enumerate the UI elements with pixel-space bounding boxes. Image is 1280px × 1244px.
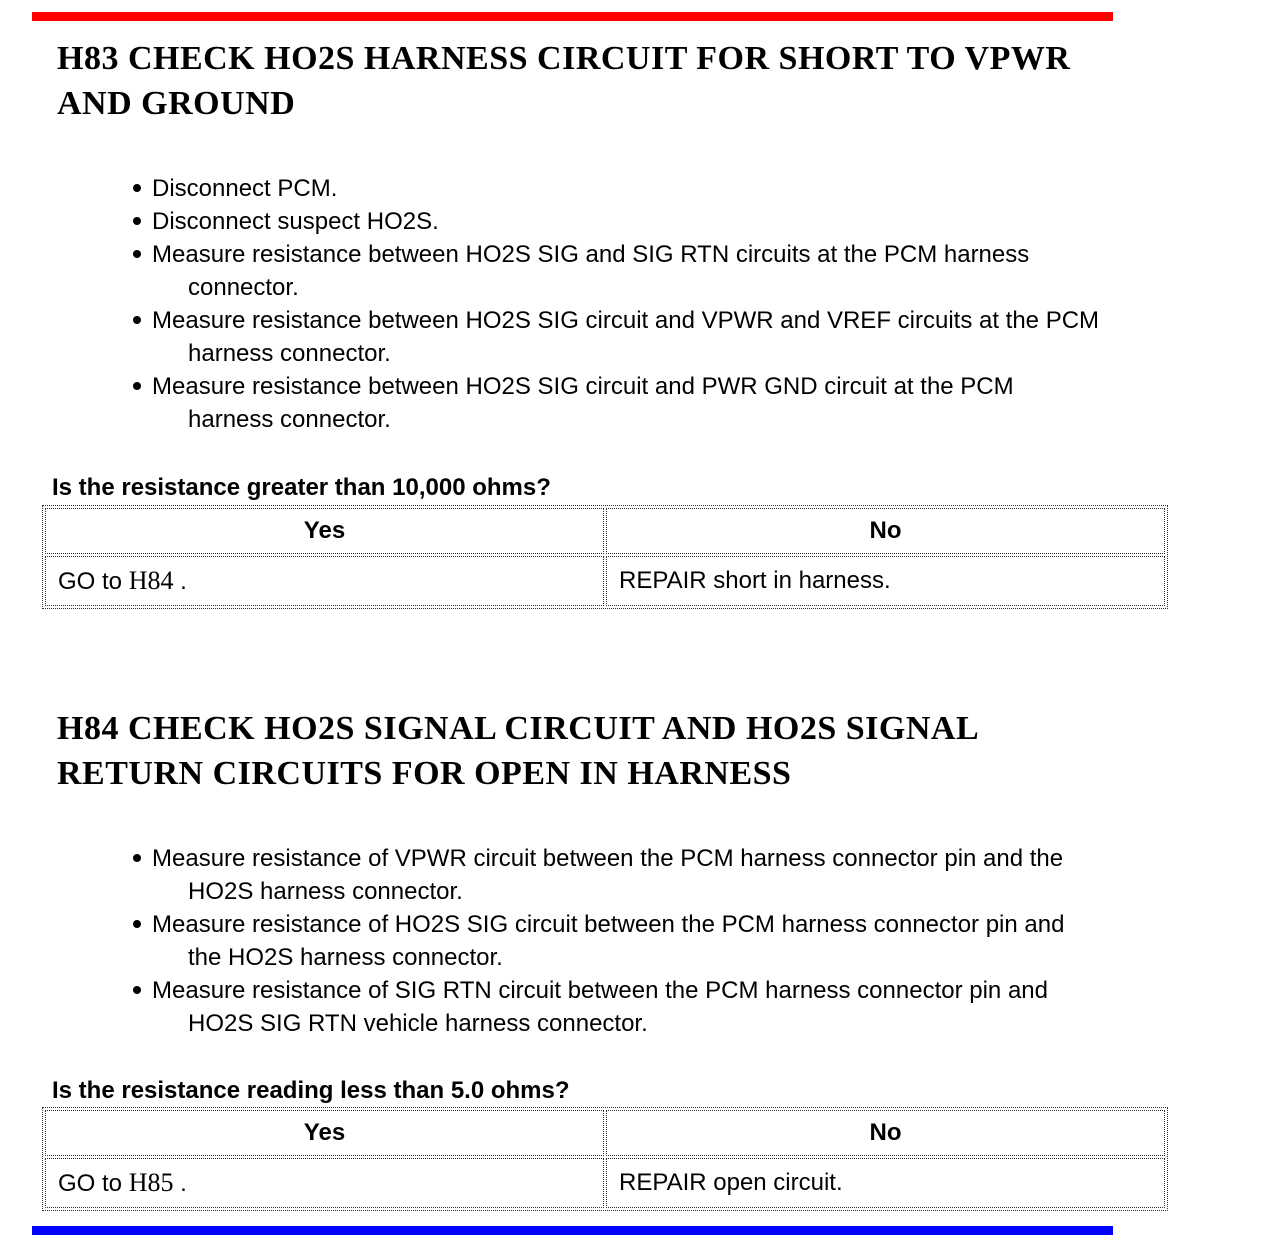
yes-cell	[45, 1158, 604, 1208]
list-item-continuation: harness connector.	[188, 340, 391, 367]
yes-header: Yes	[45, 508, 604, 554]
list-item	[133, 172, 1099, 205]
list-item	[133, 304, 1099, 337]
table-header-row	[45, 508, 1165, 554]
list-item-continuation: harness connector.	[188, 406, 391, 433]
goto-h85-link[interactable]: H85	[128, 1168, 174, 1197]
goto-h84-link[interactable]: H84	[128, 566, 174, 595]
goto-suffix: .	[173, 1170, 187, 1197]
result-table-h84	[42, 1107, 1168, 1211]
list-item	[133, 238, 1099, 271]
bullet-icon	[133, 250, 141, 258]
list-item	[133, 974, 1064, 1007]
list-item-text: Disconnect PCM.	[152, 175, 338, 202]
list-item-continuation: connector.	[188, 274, 299, 301]
result-table-h83	[42, 505, 1168, 609]
table-header-row	[45, 1110, 1165, 1156]
section-h83-heading	[57, 36, 1070, 126]
section-h84-steps-list	[133, 842, 1064, 1040]
top-red-rule	[32, 12, 1113, 21]
question-h84: Is the resistance reading less than 5.0 ohms?	[52, 1077, 570, 1104]
list-item-text: Measure resistance between HO2S SIG and SIG RTN circuits at the PCM harness	[152, 241, 1030, 268]
bullet-icon	[133, 920, 141, 928]
goto-prefix: GO to	[58, 568, 129, 595]
bullet-icon	[133, 382, 141, 390]
list-item-continuation: the HO2S harness connector.	[188, 944, 503, 971]
section-h84-heading	[57, 706, 979, 796]
bullet-icon	[133, 217, 141, 225]
list-item	[133, 908, 1064, 941]
question-h83: Is the resistance greater than 10,000 ohms?	[52, 474, 551, 501]
heading-line: H83 CHECK HO2S HARNESS CIRCUIT FOR SHORT TO VPWR	[57, 40, 1071, 77]
list-item-continuation: HO2S SIG RTN vehicle harness connector.	[188, 1010, 648, 1037]
list-item-text: Measure resistance of SIG RTN circuit between the PCM harness connector pin and	[152, 977, 1048, 1004]
no-header: No	[606, 508, 1165, 554]
heading-line: RETURN CIRCUITS FOR OPEN IN HARNESS	[57, 755, 792, 792]
bullet-icon	[133, 986, 141, 994]
bottom-blue-rule	[32, 1226, 1113, 1235]
list-item	[133, 842, 1064, 875]
goto-prefix: GO to	[58, 1170, 129, 1197]
list-item-text: Measure resistance of HO2S SIG circuit between the PCM harness connector pin and	[152, 911, 1065, 938]
bullet-icon	[133, 184, 141, 192]
yes-header: Yes	[45, 1110, 604, 1156]
list-item	[133, 205, 1099, 238]
list-item-text: Measure resistance of VPWR circuit between the PCM harness connector pin and the	[152, 845, 1064, 872]
list-item-continuation: HO2S harness connector.	[188, 878, 463, 905]
list-item-text: Disconnect suspect HO2S.	[152, 208, 439, 235]
yes-cell	[45, 556, 604, 606]
table-row	[45, 556, 1165, 606]
table-row	[45, 1158, 1165, 1208]
list-item-text: Measure resistance between HO2S SIG circuit and PWR GND circuit at the PCM	[152, 373, 1014, 400]
list-item-text: Measure resistance between HO2S SIG circuit and VPWR and VREF circuits at the PCM	[152, 307, 1100, 334]
bullet-icon	[133, 854, 141, 862]
no-header: No	[606, 1110, 1165, 1156]
heading-line: AND GROUND	[57, 85, 296, 122]
heading-line: H84 CHECK HO2S SIGNAL CIRCUIT AND HO2S SIGNAL	[57, 710, 980, 747]
section-h83-steps-list	[133, 172, 1099, 436]
list-item	[133, 370, 1099, 403]
no-cell: REPAIR short in harness.	[606, 556, 1165, 606]
no-cell: REPAIR open circuit.	[606, 1158, 1165, 1208]
goto-suffix: .	[173, 568, 187, 595]
bullet-icon	[133, 316, 141, 324]
